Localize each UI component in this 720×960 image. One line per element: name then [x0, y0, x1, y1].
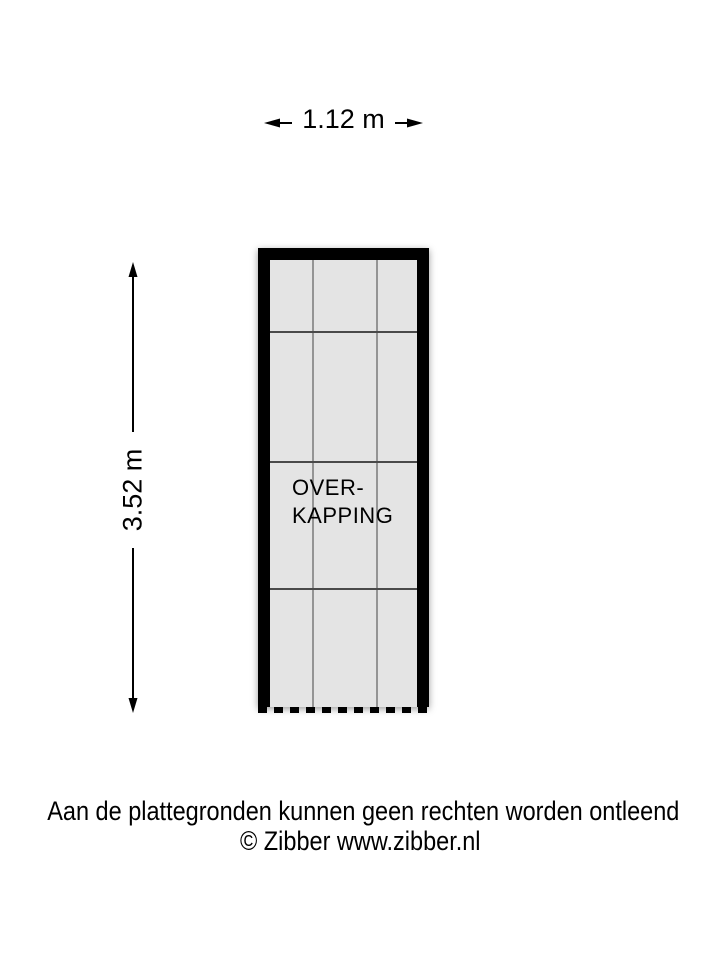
floor-area [270, 260, 417, 707]
dimension-width-label: 1.12 m [302, 104, 385, 134]
grid-line-horizontal [270, 331, 417, 333]
room-label [292, 474, 393, 530]
footer-disclaimer: Aan de plattegronden kunnen geen rechten worden ontleend [47, 796, 680, 826]
room-label-line2: KAPPING [292, 503, 394, 528]
room-label-line1: OVER- [292, 475, 365, 500]
dimension-height [119, 262, 147, 713]
width-arrow-right-icon [395, 117, 423, 129]
grid-line-horizontal [270, 588, 417, 590]
footer-copyright: © Zibber www.zibber.nl [239, 826, 481, 856]
open-side-dashed-line [258, 707, 429, 713]
room-overkapping [258, 248, 429, 707]
grid-line-horizontal [270, 461, 417, 463]
width-arrow-left-icon [264, 117, 292, 129]
dimension-width [258, 104, 429, 140]
dimension-height-label: 3.52 m [117, 448, 148, 532]
footer [0, 796, 720, 856]
